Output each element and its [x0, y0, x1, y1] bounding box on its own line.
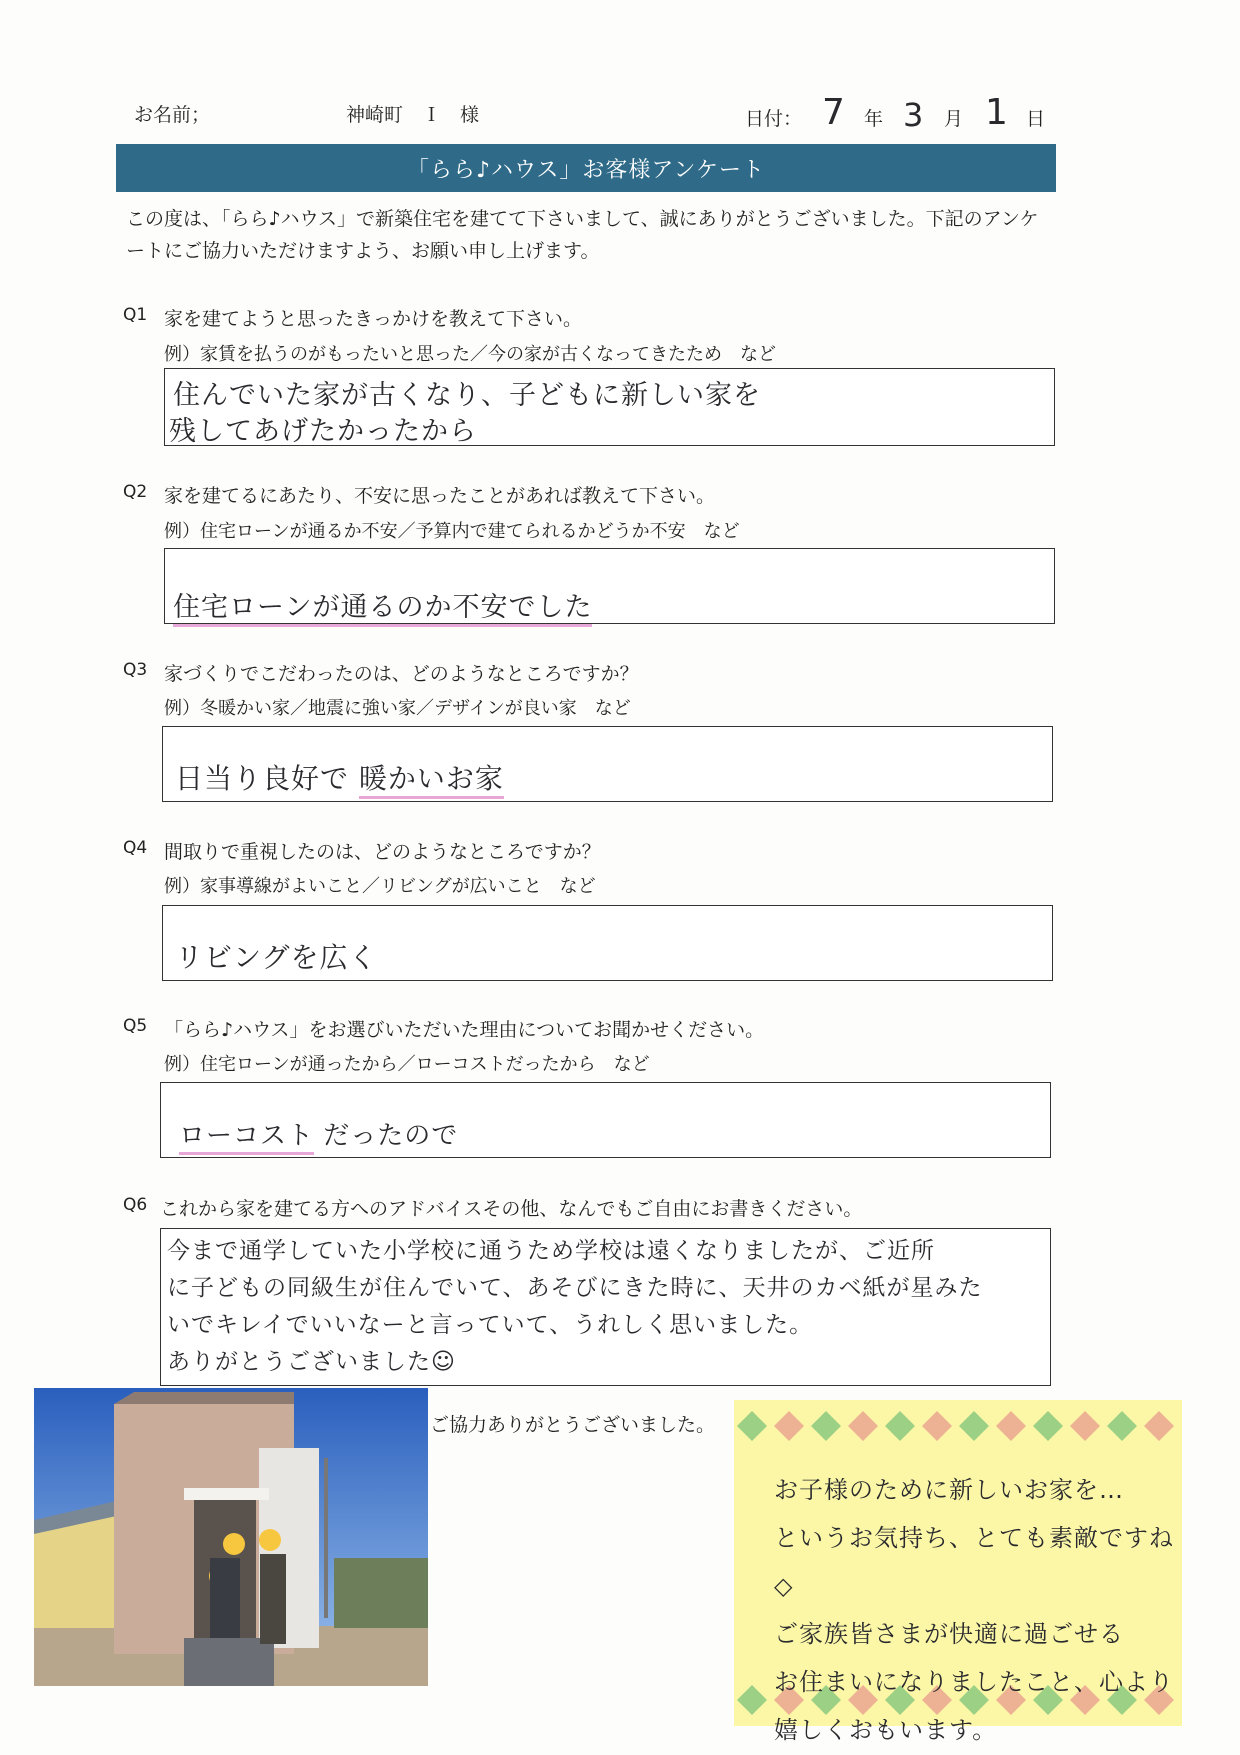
decorative-diamond — [737, 1685, 767, 1715]
decorative-diamond — [737, 1411, 767, 1441]
decorative-diamond — [1033, 1411, 1063, 1441]
q6-number: Q6 — [123, 1195, 148, 1215]
name-value: 神崎町 Ｉ 様 — [346, 104, 480, 126]
q6-answer-line3: いでキレイでいいなーと言っていて、うれしく思いました。 — [167, 1312, 814, 1338]
q3-number: Q3 — [123, 660, 148, 680]
decorative-diamond — [1107, 1411, 1137, 1441]
house-photo — [34, 1388, 428, 1686]
q6-answer-line2: に子どもの同級生が住んでいて、あそびにきた時に、天井のカベ紙が星みた — [167, 1275, 983, 1301]
q4-answer-box — [162, 905, 1053, 981]
thanks-text: ご協力ありがとうございました。 — [430, 1414, 716, 1436]
q5-answer-highlight: ローコスト — [179, 1121, 314, 1155]
q6-answer-box — [160, 1228, 1051, 1386]
intro-text: この度は、「らら♪ハウス」で新築住宅を建てて下さいまして、誠にありがとうございました。下記のアンケートにご協力いただけますよう、お願い申し上げます。 — [126, 208, 1039, 262]
q3-answer-highlight: 暖かいお家 — [359, 762, 504, 799]
decorative-diamond — [996, 1411, 1026, 1441]
note-line2: というお気持ち、とても素敵ですね◇ — [774, 1524, 1174, 1600]
month-unit: 月 — [944, 108, 964, 130]
q1-example: 例）家賃を払うのがもったいと思った／今の家が古くなってきたため など — [164, 344, 776, 365]
decorative-diamond — [1070, 1411, 1100, 1441]
q4-example: 例）家事導線がよいこと／リビングが広いこと など — [164, 876, 596, 897]
q2-text: 家を建てるにあたり、不安に思ったことがあれば教えて下さい。 — [164, 485, 716, 507]
name-label: お名前； — [134, 104, 211, 126]
q5-text: 「らら♪ハウス」をお選びいただいた理由についてお聞かせください。 — [164, 1019, 765, 1041]
q4-number: Q4 — [123, 838, 148, 858]
q4-answer: リビングを広く — [175, 941, 378, 974]
decorative-diamond — [774, 1411, 804, 1441]
note-line1: お子様のために新しいお家を… — [774, 1476, 1124, 1504]
q4-text: 間取りで重視したのは、どのようなところですか？ — [164, 841, 601, 863]
staff-note — [734, 1400, 1182, 1744]
q2-answer-box — [164, 548, 1055, 624]
q1-number: Q1 — [123, 305, 148, 325]
date-label: 日付： — [745, 108, 803, 130]
q6-answer-line1: 今まで通学していた小学校に通うため学校は遠くなりましたが、ご近所 — [167, 1238, 935, 1264]
month-value: 3 — [903, 96, 925, 134]
q5-example: 例）住宅ローンが通ったから／ローコストだったから など — [164, 1054, 650, 1075]
q1-answer-line2: 残してあげたかったから — [169, 416, 477, 447]
q1-text: 家を建てようと思ったきっかけを教えて下さい。 — [164, 308, 583, 330]
q5-answer-plain: だったので — [323, 1121, 459, 1151]
note-line5: 嬉しくおもいます。 — [774, 1716, 998, 1744]
decorative-diamond — [922, 1411, 952, 1441]
q6-answer-line4: ありがとうございました☺ — [167, 1349, 456, 1375]
q3-example: 例）冬暖かい家／地震に強い家／デザインが良い家 など — [164, 698, 631, 719]
q6-text: これから家を建てる方へのアドバイスその他、なんでもご自由にお書きください。 — [160, 1198, 863, 1220]
decorative-diamond — [811, 1411, 841, 1441]
decorative-diamond — [885, 1411, 915, 1441]
q2-number: Q2 — [123, 482, 148, 502]
q3-answer-plain: 日当り良好で — [175, 762, 350, 795]
year-unit: 年 — [864, 108, 884, 130]
decorative-diamond — [959, 1411, 989, 1441]
survey-title: 「らら♪ハウス」お客様アンケート — [116, 144, 1056, 192]
day-value: 1 — [985, 92, 1009, 133]
q1-answer-line1: 住んでいた家が古くなり、子どもに新しい家を — [173, 380, 761, 411]
year-value: 7 — [822, 92, 846, 133]
decorative-diamond — [1144, 1411, 1174, 1441]
note-line3: ご家族皆さまが快適に過ごせる — [774, 1620, 1124, 1648]
q5-answer-box — [160, 1082, 1051, 1158]
q2-answer: 住宅ローンが通るのか不安でした — [173, 592, 592, 627]
decorative-diamond — [848, 1411, 878, 1441]
q1-answer-box — [164, 368, 1055, 446]
q3-answer-box — [162, 726, 1053, 802]
house-photo-graphic — [34, 1388, 428, 1686]
q5-number: Q5 — [123, 1016, 148, 1036]
q3-text: 家づくりでこだわったのは、どのようなところですか？ — [164, 663, 639, 685]
note-line4: お住まいになりましたこと、心より — [774, 1668, 1174, 1696]
q2-example: 例）住宅ローンが通るか不安／予算内で建てられるかどうか不安 など — [164, 521, 740, 542]
day-unit: 日 — [1026, 108, 1046, 130]
